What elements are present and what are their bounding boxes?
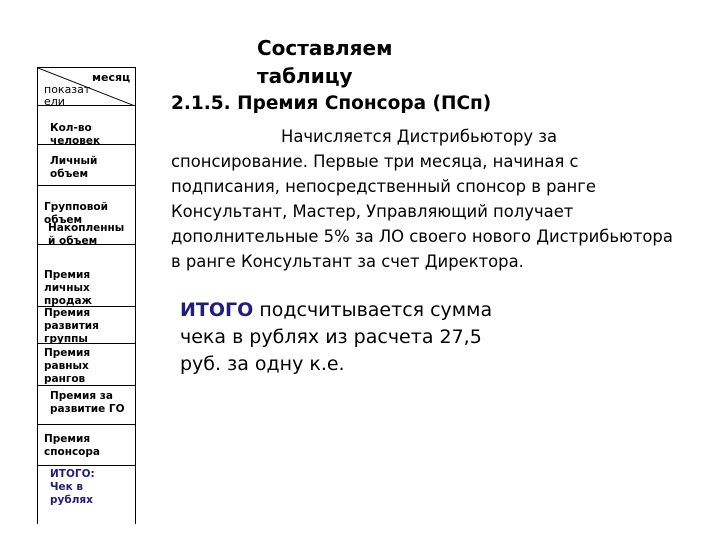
- indicators-table: [37, 67, 136, 524]
- table-row: [38, 306, 135, 343]
- row-label: Премия развития группы: [44, 307, 99, 345]
- row-label: Групповой объем: [44, 201, 108, 226]
- row-label: Премия равных рангов: [44, 347, 91, 385]
- body-paragraph: [171, 124, 676, 274]
- table-row-total: [38, 465, 135, 524]
- total-note: [180, 297, 510, 378]
- section-heading: 2.1.5. Премия Спонсора (ПСп): [171, 93, 492, 114]
- table-row: [38, 185, 135, 247]
- row-label: Премия личных продаж: [44, 269, 92, 307]
- row-label: Накопленны й объем: [48, 222, 125, 247]
- header-month-label: месяц: [92, 71, 131, 84]
- paragraph-text: Начисляется Дистрибьютору за спонсирование. Первые три месяца, начиная с подписания, непосредственный спонсор в ранге Консультант, Мастер, Управляющий получает дополнительные 5% за ЛО своего нового Дистрибьютора в ранге Консультант за счет Директора.: [171, 127, 673, 271]
- table-row: [38, 144, 135, 185]
- table-row: [38, 424, 135, 465]
- slide-title: Составляем таблицу: [257, 36, 393, 88]
- table-row: [38, 385, 135, 424]
- row-label: Премия спонсора: [44, 433, 100, 458]
- total-note-text: подсчитывается сумма чека в рублях из расчета 27,5 руб. за одну к.е.: [180, 299, 493, 375]
- row-label: Личный объем: [50, 155, 98, 180]
- row-label-total: ИТОГО: Чек в рублях: [50, 468, 95, 506]
- table-header-cell: [38, 67, 135, 108]
- total-note-highlight: ИТОГО: [180, 299, 254, 321]
- table-row: [38, 244, 135, 306]
- table-row: [38, 343, 135, 385]
- row-label: Премия за развитие ГО: [50, 390, 125, 415]
- row-label: Кол-во человек: [50, 122, 101, 147]
- table-row: [38, 105, 135, 147]
- header-indicators-label: показат ели: [44, 83, 91, 108]
